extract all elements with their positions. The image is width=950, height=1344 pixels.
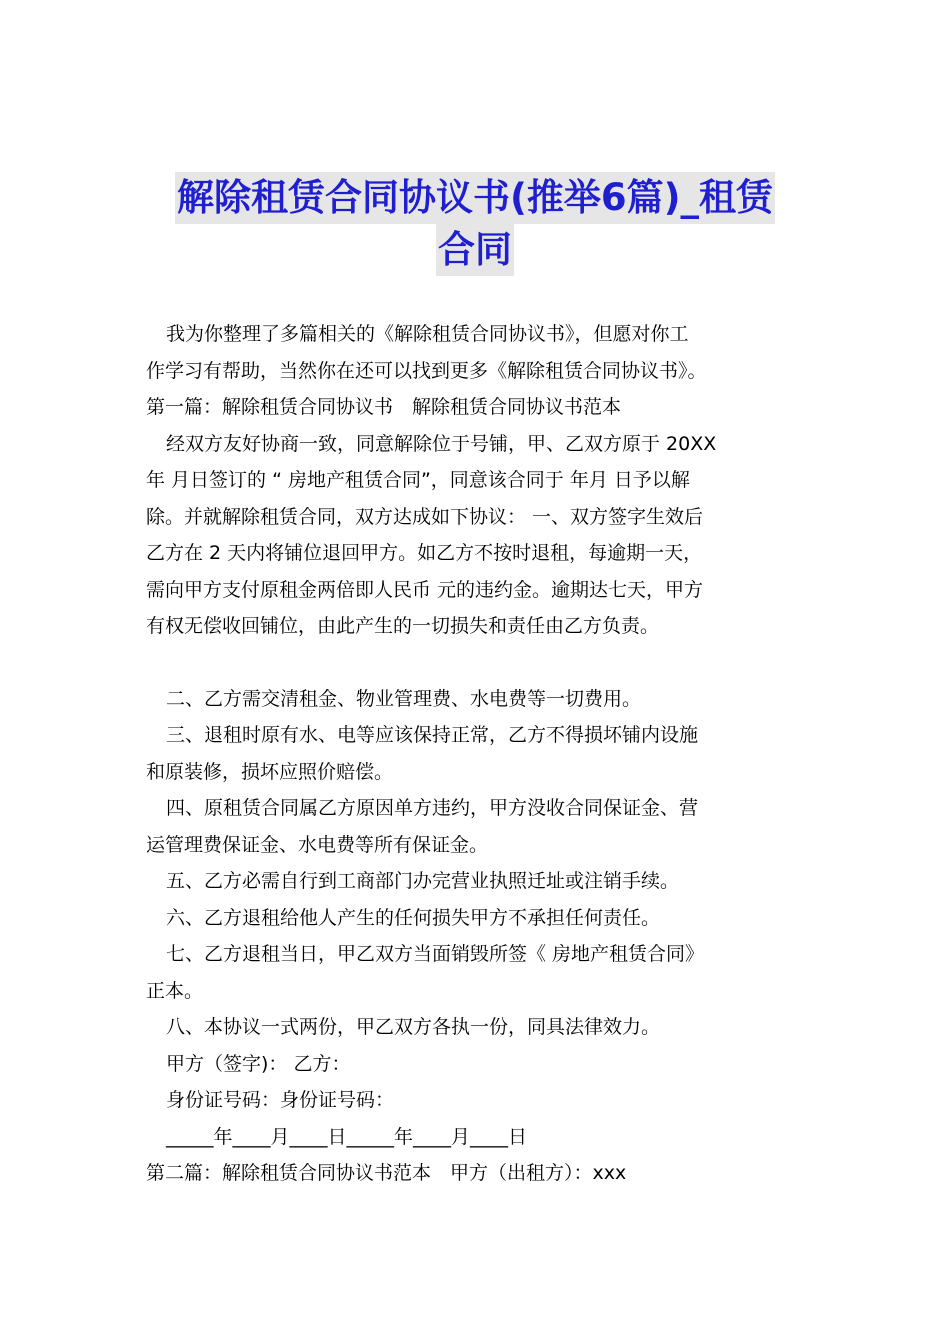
text-line: 运管理费保证金、水电费等所有保证金。 <box>146 833 489 856</box>
text-line: 经双方友好协商一致，同意解除位于号铺，甲、乙双方原于 20XX <box>166 432 717 455</box>
text-line: 除。并就解除租赁合同，双方达成如下协议： 一、双方签字生效后 <box>146 505 704 528</box>
text-line: 二、乙方需交清租金、物业管理费、水电费等一切费用。 <box>166 687 642 710</box>
text-line: 甲方（签字)： 乙方： <box>166 1052 351 1075</box>
text-line: 四、原租赁合同属乙方原因单方违约，甲方没收合同保证金、营 <box>166 797 699 819</box>
text-line: 八、本协议一式两份，甲乙双方各执一份，同具法律效力。 <box>166 1016 661 1038</box>
text-line: 五、乙方必需自行到工商部门办完营业执照迁址或注销手续。 <box>166 870 680 892</box>
title-line-2: 合同 <box>436 224 514 276</box>
text-line: 第二篇：解除租赁合同协议书范本 甲方（出租方）：xxx <box>146 1162 627 1184</box>
blank-line <box>146 645 810 681</box>
text-line: 六、乙方退租给他人产生的任何损失甲方不承担任何责任。 <box>166 906 661 929</box>
text-line: 身份证号码：身份证号码： <box>166 1089 395 1111</box>
document-body <box>146 316 810 1192</box>
text-line: _____年____月____日_____年____月____日 <box>166 1125 528 1148</box>
text-line: 我为你整理了多篇相关的《解除租赁合同协议书》，但愿对你工 <box>166 323 689 345</box>
document-title <box>140 172 810 276</box>
text-line: 第一篇：解除租赁合同协议书 解除租赁合同协议书范本 <box>146 396 622 418</box>
text-line: 乙方在 2 天内将铺位退回甲方。如乙方不按时退租，每逾期一天， <box>146 542 703 564</box>
text-line: 作学习有帮助，当然你在还可以找到更多《解除租赁合同协议书》。 <box>146 359 707 382</box>
text-line: 年 月日签订的 “ 房地产租赁合同”，同意该合同于 年月 日予以解 <box>146 469 690 491</box>
text-line: 需向甲方支付原租金两倍即人民币 元的违约金。逾期达七天，甲方 <box>146 578 704 601</box>
text-line: 和原装修，损坏应照价赔偿。 <box>146 760 394 783</box>
text-line: 正本。 <box>146 979 204 1002</box>
text-line: 有权无偿收回铺位，由此产生的一切损失和责任由乙方负责。 <box>146 615 660 637</box>
text-line: 三、退租时原有水、电等应该保持正常，乙方不得损坏铺内设施 <box>166 724 699 746</box>
text-line: 七、乙方退租当日，甲乙双方当面销毁所签《 房地产租赁合同》 <box>166 943 705 965</box>
title-line-1: 解除租赁合同协议书(推举6篇)_租赁 <box>175 172 775 224</box>
